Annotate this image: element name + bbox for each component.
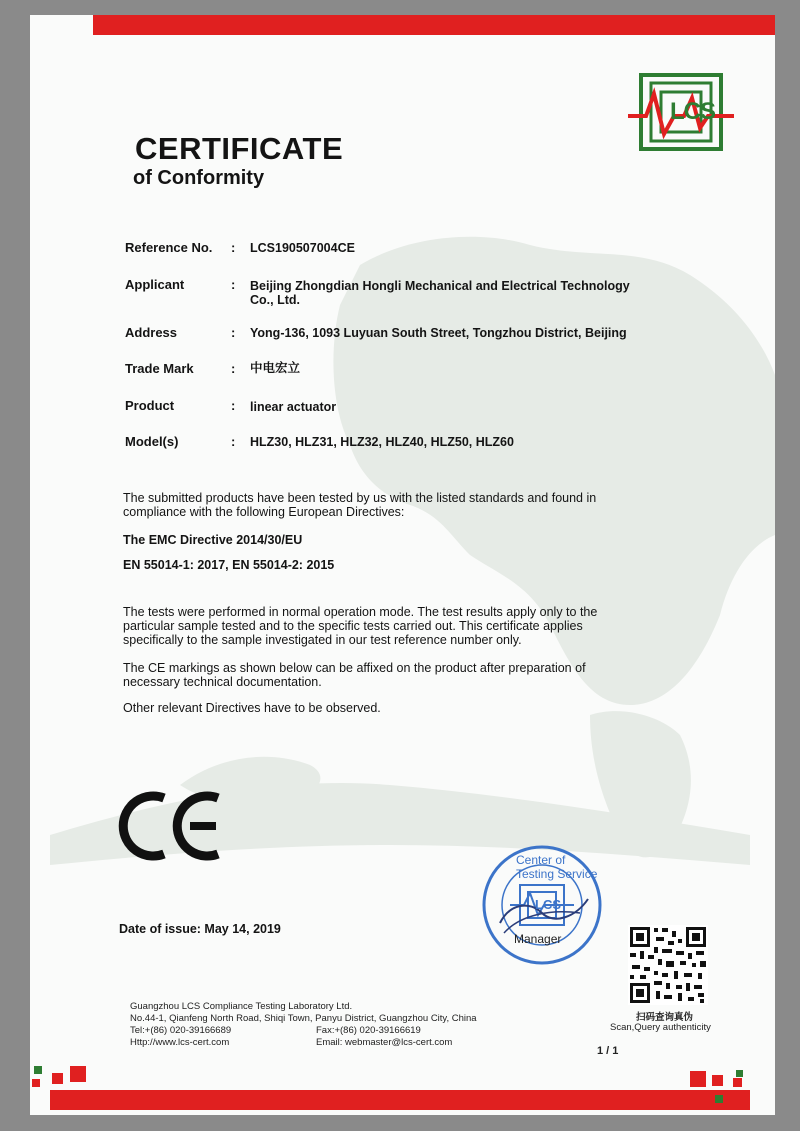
tests-line3: specifically to the sample investigated in our test reference number only.: [123, 633, 522, 647]
models-value: HLZ30, HLZ31, HLZ32, HLZ40, HLZ50, HLZ60: [250, 435, 514, 449]
directive: The EMC Directive 2014/30/EU: [123, 533, 303, 547]
corner-square: [715, 1095, 723, 1103]
footer-company: Guangzhou LCS Compliance Testing Laboratory Ltd.: [130, 1001, 353, 1012]
corner-square: [52, 1073, 63, 1084]
qr-label-cn: 扫码查询真伪: [636, 1012, 694, 1023]
applicant-value: Beijing Zhongdian Hongli Mechanical and Electrical Technology: [250, 279, 630, 293]
models-label: Model(s): [125, 434, 179, 449]
certificate-title: CERTIFICATE: [135, 131, 344, 166]
qr-code[interactable]: [628, 925, 708, 1005]
other-directives: Other relevant Directives have to be observed.: [123, 701, 381, 715]
reference-label: Reference No.: [125, 240, 213, 255]
corner-square: [712, 1075, 723, 1086]
standards: EN 55014-1: 2017, EN 55014-2: 2015: [123, 558, 335, 572]
address-value: Yong-136, 1093 Luyuan South Street, Tongzhou District, Beijing: [250, 326, 627, 340]
lcs-logo: [628, 72, 734, 152]
top-red-bar: [93, 15, 775, 35]
certificate-subtitle: of Conformity: [133, 167, 265, 189]
applicant-value-line2: Co., Ltd.: [250, 293, 300, 307]
trademark-label: Trade Mark: [125, 361, 194, 376]
corner-square: [34, 1066, 42, 1074]
tests-line2: particular sample tested and to the specific tests carried out. This certificate applies: [123, 619, 583, 633]
corner-square: [32, 1079, 40, 1087]
footer-address: No.44-1, Qianfeng North Road, Shiqi Town, Panyu District, Guangzhou City, China: [130, 1013, 477, 1024]
reference-value: LCS190507004CE: [250, 241, 355, 255]
ce-mark-icon: [118, 790, 228, 862]
issue-date: Date of issue: May 14, 2019: [119, 922, 281, 936]
colon: :: [231, 277, 236, 292]
corner-square: [733, 1078, 742, 1087]
colon: :: [231, 361, 236, 376]
qr-code-icon: [628, 925, 708, 1005]
qr-label-en: Scan,Query authenticity: [610, 1022, 711, 1033]
address-label: Address: [125, 325, 178, 340]
tests-line1: The tests were performed in normal operation mode. The test results apply only to the: [123, 605, 598, 619]
bottom-red-bar: [50, 1090, 750, 1110]
ce-line1: The CE markings as shown below can be affixed on the product after preparation of: [123, 661, 586, 675]
intro-line1: The submitted products have been tested by us with the listed standards and found in: [123, 491, 597, 505]
lcs-logo-letters: LCS: [670, 98, 715, 125]
colon: :: [231, 434, 236, 449]
colon: :: [231, 325, 236, 340]
corner-square: [736, 1070, 743, 1077]
footer-tel: Tel:+(86) 020-39166689: [130, 1025, 232, 1036]
corner-square: [70, 1066, 86, 1082]
colon: :: [231, 240, 236, 255]
footer-web[interactable]: Http://www.lcs-cert.com: [130, 1037, 230, 1048]
intro-line2: compliance with the following European Directives:: [123, 505, 405, 519]
trademark-value: 中电宏立: [250, 361, 301, 375]
applicant-label: Applicant: [125, 277, 185, 292]
certificate-page: [30, 15, 775, 1115]
footer-email[interactable]: Email: webmaster@lcs-cert.com: [316, 1037, 453, 1048]
testing-service-stamp: [480, 843, 605, 968]
manager-label: Manager: [514, 932, 562, 946]
stamp-logo: LCS: [535, 897, 561, 912]
colon: :: [231, 398, 236, 413]
stamp-text: Center of Testing Service: [516, 853, 598, 881]
page-number: 1 / 1: [597, 1045, 619, 1057]
footer-fax: Fax:+(86) 020-39166619: [316, 1025, 421, 1036]
product-label: Product: [125, 398, 175, 413]
product-value: linear actuator: [250, 400, 337, 414]
corner-square: [690, 1071, 706, 1087]
ce-line2: necessary technical documentation.: [123, 675, 322, 689]
